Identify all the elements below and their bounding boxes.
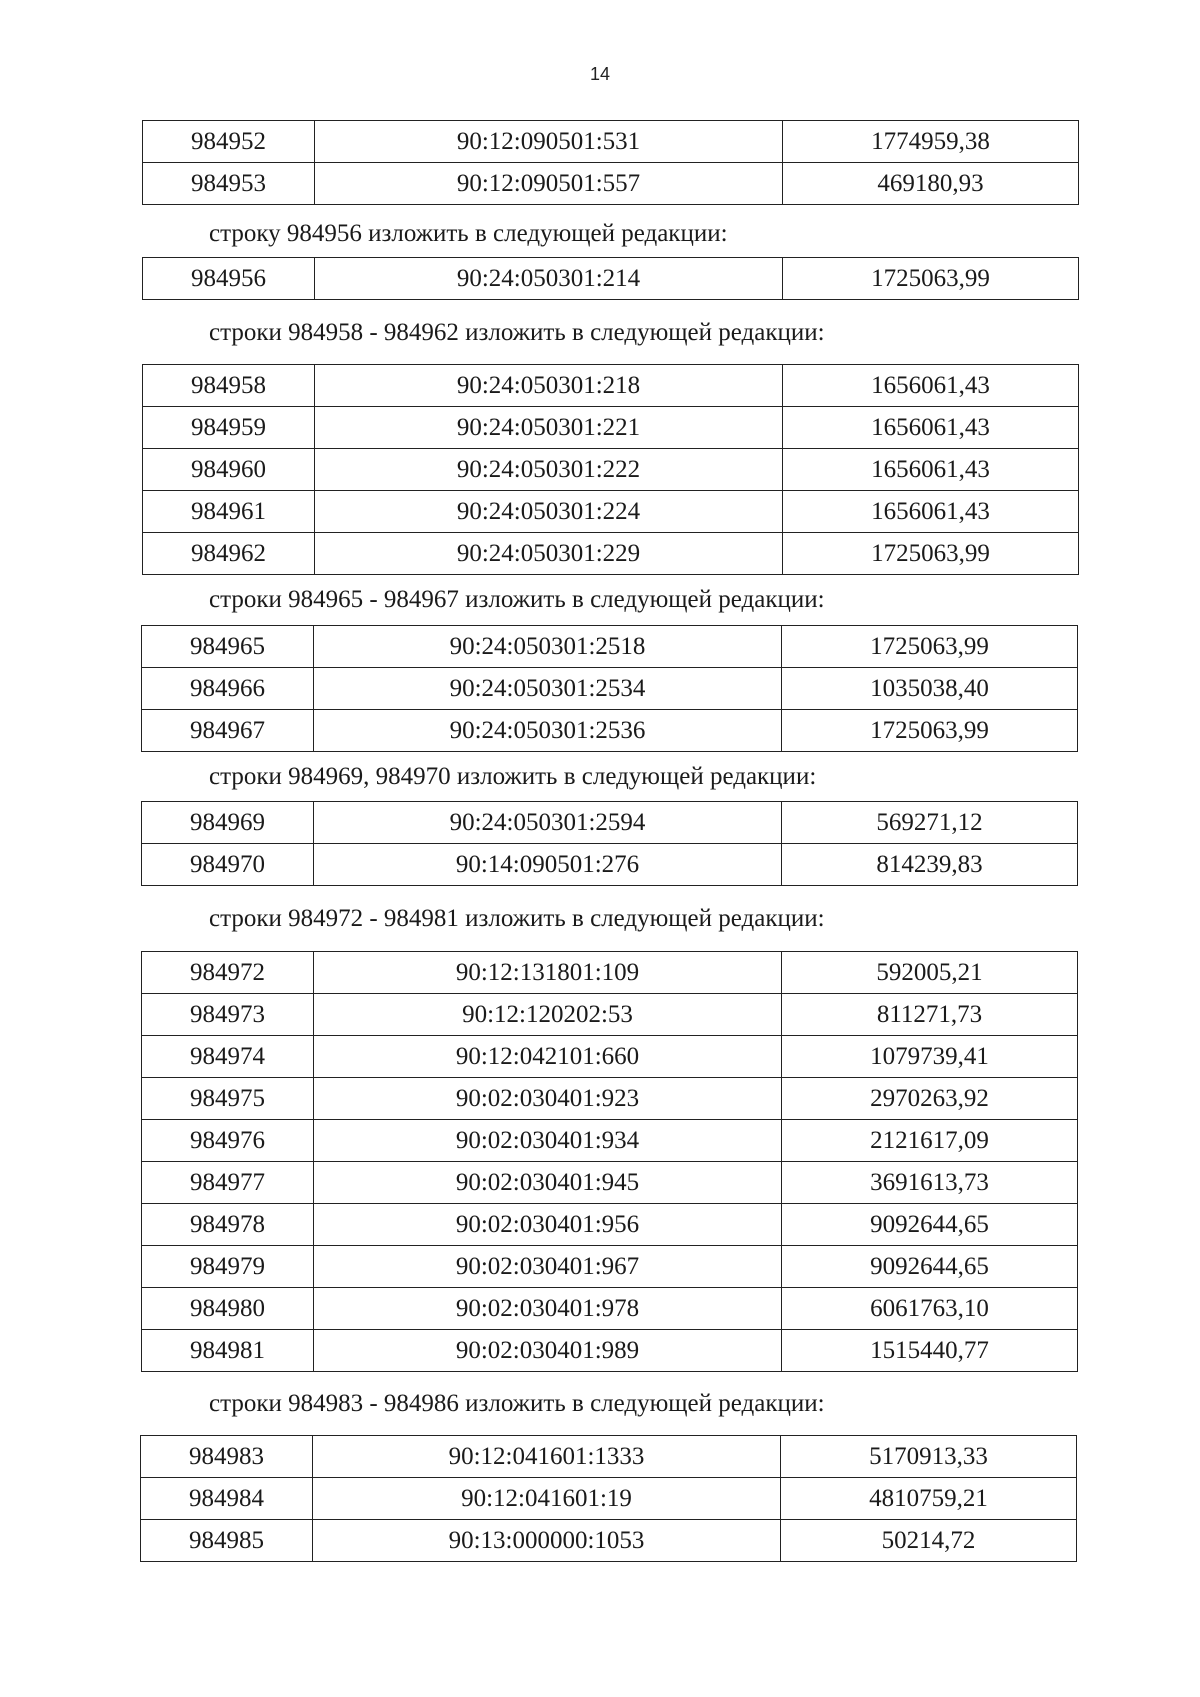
- table-row: [142, 994, 1078, 1036]
- cadastral-number-cell: 90:02:030401:989: [314, 1330, 782, 1372]
- cadastral-number-cell: 90:02:030401:923: [314, 1078, 782, 1120]
- value-cell: 811271,73: [782, 994, 1078, 1036]
- value-cell: 1725063,99: [783, 258, 1079, 300]
- value-cell: 2121617,09: [782, 1120, 1078, 1162]
- page-number: 14: [589, 64, 611, 84]
- table-row: [142, 668, 1078, 710]
- table-row: [141, 1478, 1077, 1520]
- cadastral-number-cell: 90:02:030401:934: [314, 1120, 782, 1162]
- table-row: [143, 407, 1079, 449]
- value-cell: 9092644,65: [782, 1204, 1078, 1246]
- cadastral-number-cell: 90:14:090501:276: [314, 844, 782, 886]
- value-cell: 1656061,43: [783, 491, 1079, 533]
- row-id-cell: 984970: [142, 844, 314, 886]
- table-row: [142, 1330, 1078, 1372]
- value-cell: 1656061,43: [783, 449, 1079, 491]
- value-cell: 1035038,40: [782, 668, 1078, 710]
- value-cell: 1079739,41: [782, 1036, 1078, 1078]
- data-table-2: [142, 364, 1079, 575]
- cadastral-number-cell: 90:24:050301:218: [315, 365, 783, 407]
- row-id-cell: 984976: [142, 1120, 314, 1162]
- table-row: [143, 491, 1079, 533]
- table-row: [143, 163, 1079, 205]
- row-id-cell: 984972: [142, 952, 314, 994]
- cadastral-number-cell: 90:24:050301:214: [315, 258, 783, 300]
- value-cell: 569271,12: [782, 802, 1078, 844]
- cadastral-number-cell: 90:02:030401:967: [314, 1246, 782, 1288]
- table-row: [143, 449, 1079, 491]
- row-id-cell: 984967: [142, 710, 314, 752]
- block-caption: строки 984969, 984970 изложить в следующей редакции:: [209, 763, 817, 790]
- cadastral-number-cell: 90:02:030401:956: [314, 1204, 782, 1246]
- table-row: [142, 952, 1078, 994]
- data-table-1: [142, 257, 1079, 300]
- cadastral-number-cell: 90:24:050301:2534: [314, 668, 782, 710]
- row-id-cell: 984975: [142, 1078, 314, 1120]
- row-id-cell: 984979: [142, 1246, 314, 1288]
- data-table-4: [141, 801, 1078, 886]
- cadastral-number-cell: 90:12:041601:1333: [313, 1436, 781, 1478]
- row-id-cell: 984958: [143, 365, 315, 407]
- data-table-5: [141, 951, 1078, 1372]
- table-row: [141, 1436, 1077, 1478]
- row-id-cell: 984980: [142, 1288, 314, 1330]
- cadastral-number-cell: 90:12:131801:109: [314, 952, 782, 994]
- cadastral-number-cell: 90:12:042101:660: [314, 1036, 782, 1078]
- table-row: [142, 1246, 1078, 1288]
- data-table-0: [142, 120, 1079, 205]
- value-cell: 1656061,43: [783, 407, 1079, 449]
- row-id-cell: 984981: [142, 1330, 314, 1372]
- value-cell: 1725063,99: [783, 533, 1079, 575]
- row-id-cell: 984984: [141, 1478, 313, 1520]
- cadastral-number-cell: 90:24:050301:224: [315, 491, 783, 533]
- cadastral-number-cell: 90:24:050301:2518: [314, 626, 782, 668]
- row-id-cell: 984985: [141, 1520, 313, 1562]
- block-caption: строку 984956 изложить в следующей редакции:: [209, 220, 728, 247]
- row-id-cell: 984969: [142, 802, 314, 844]
- row-id-cell: 984974: [142, 1036, 314, 1078]
- table-row: [143, 121, 1079, 163]
- value-cell: 3691613,73: [782, 1162, 1078, 1204]
- table-row: [141, 1520, 1077, 1562]
- cadastral-number-cell: 90:12:041601:19: [313, 1478, 781, 1520]
- value-cell: 1656061,43: [783, 365, 1079, 407]
- value-cell: 2970263,92: [782, 1078, 1078, 1120]
- table-row: [142, 710, 1078, 752]
- cadastral-number-cell: 90:24:050301:2594: [314, 802, 782, 844]
- block-caption: строки 984965 - 984967 изложить в следующей редакции:: [209, 586, 825, 613]
- value-cell: 592005,21: [782, 952, 1078, 994]
- row-id-cell: 984953: [143, 163, 315, 205]
- value-cell: 469180,93: [783, 163, 1079, 205]
- block-caption: строки 984958 - 984962 изложить в следующей редакции:: [209, 319, 825, 346]
- value-cell: 1515440,77: [782, 1330, 1078, 1372]
- data-table-3: [141, 625, 1078, 752]
- row-id-cell: 984978: [142, 1204, 314, 1246]
- row-id-cell: 984960: [143, 449, 315, 491]
- cadastral-number-cell: 90:12:090501:557: [315, 163, 783, 205]
- cadastral-number-cell: 90:02:030401:978: [314, 1288, 782, 1330]
- row-id-cell: 984965: [142, 626, 314, 668]
- row-id-cell: 984977: [142, 1162, 314, 1204]
- value-cell: 6061763,10: [782, 1288, 1078, 1330]
- table-row: [142, 802, 1078, 844]
- row-id-cell: 984973: [142, 994, 314, 1036]
- cadastral-number-cell: 90:12:090501:531: [315, 121, 783, 163]
- table-row: [142, 1120, 1078, 1162]
- cadastral-number-cell: 90:24:050301:229: [315, 533, 783, 575]
- cadastral-number-cell: 90:12:120202:53: [314, 994, 782, 1036]
- value-cell: 1725063,99: [782, 626, 1078, 668]
- value-cell: 9092644,65: [782, 1246, 1078, 1288]
- table-row: [143, 533, 1079, 575]
- table-row: [143, 365, 1079, 407]
- block-caption: строки 984983 - 984986 изложить в следующей редакции:: [209, 1390, 825, 1417]
- value-cell: 50214,72: [781, 1520, 1077, 1562]
- value-cell: 4810759,21: [781, 1478, 1077, 1520]
- row-id-cell: 984956: [143, 258, 315, 300]
- table-row: [142, 1078, 1078, 1120]
- table-row: [142, 1204, 1078, 1246]
- table-row: [142, 1288, 1078, 1330]
- value-cell: 1774959,38: [783, 121, 1079, 163]
- table-row: [142, 1162, 1078, 1204]
- cadastral-number-cell: 90:24:050301:221: [315, 407, 783, 449]
- row-id-cell: 984959: [143, 407, 315, 449]
- table-row: [142, 1036, 1078, 1078]
- row-id-cell: 984962: [143, 533, 315, 575]
- value-cell: 1725063,99: [782, 710, 1078, 752]
- row-id-cell: 984952: [143, 121, 315, 163]
- value-cell: 814239,83: [782, 844, 1078, 886]
- row-id-cell: 984983: [141, 1436, 313, 1478]
- table-row: [143, 258, 1079, 300]
- table-row: [142, 626, 1078, 668]
- row-id-cell: 984961: [143, 491, 315, 533]
- cadastral-number-cell: 90:24:050301:222: [315, 449, 783, 491]
- value-cell: 5170913,33: [781, 1436, 1077, 1478]
- row-id-cell: 984966: [142, 668, 314, 710]
- table-row: [142, 844, 1078, 886]
- cadastral-number-cell: 90:24:050301:2536: [314, 710, 782, 752]
- cadastral-number-cell: 90:13:000000:1053: [313, 1520, 781, 1562]
- block-caption: строки 984972 - 984981 изложить в следующей редакции:: [209, 905, 825, 932]
- data-table-6: [140, 1435, 1077, 1562]
- cadastral-number-cell: 90:02:030401:945: [314, 1162, 782, 1204]
